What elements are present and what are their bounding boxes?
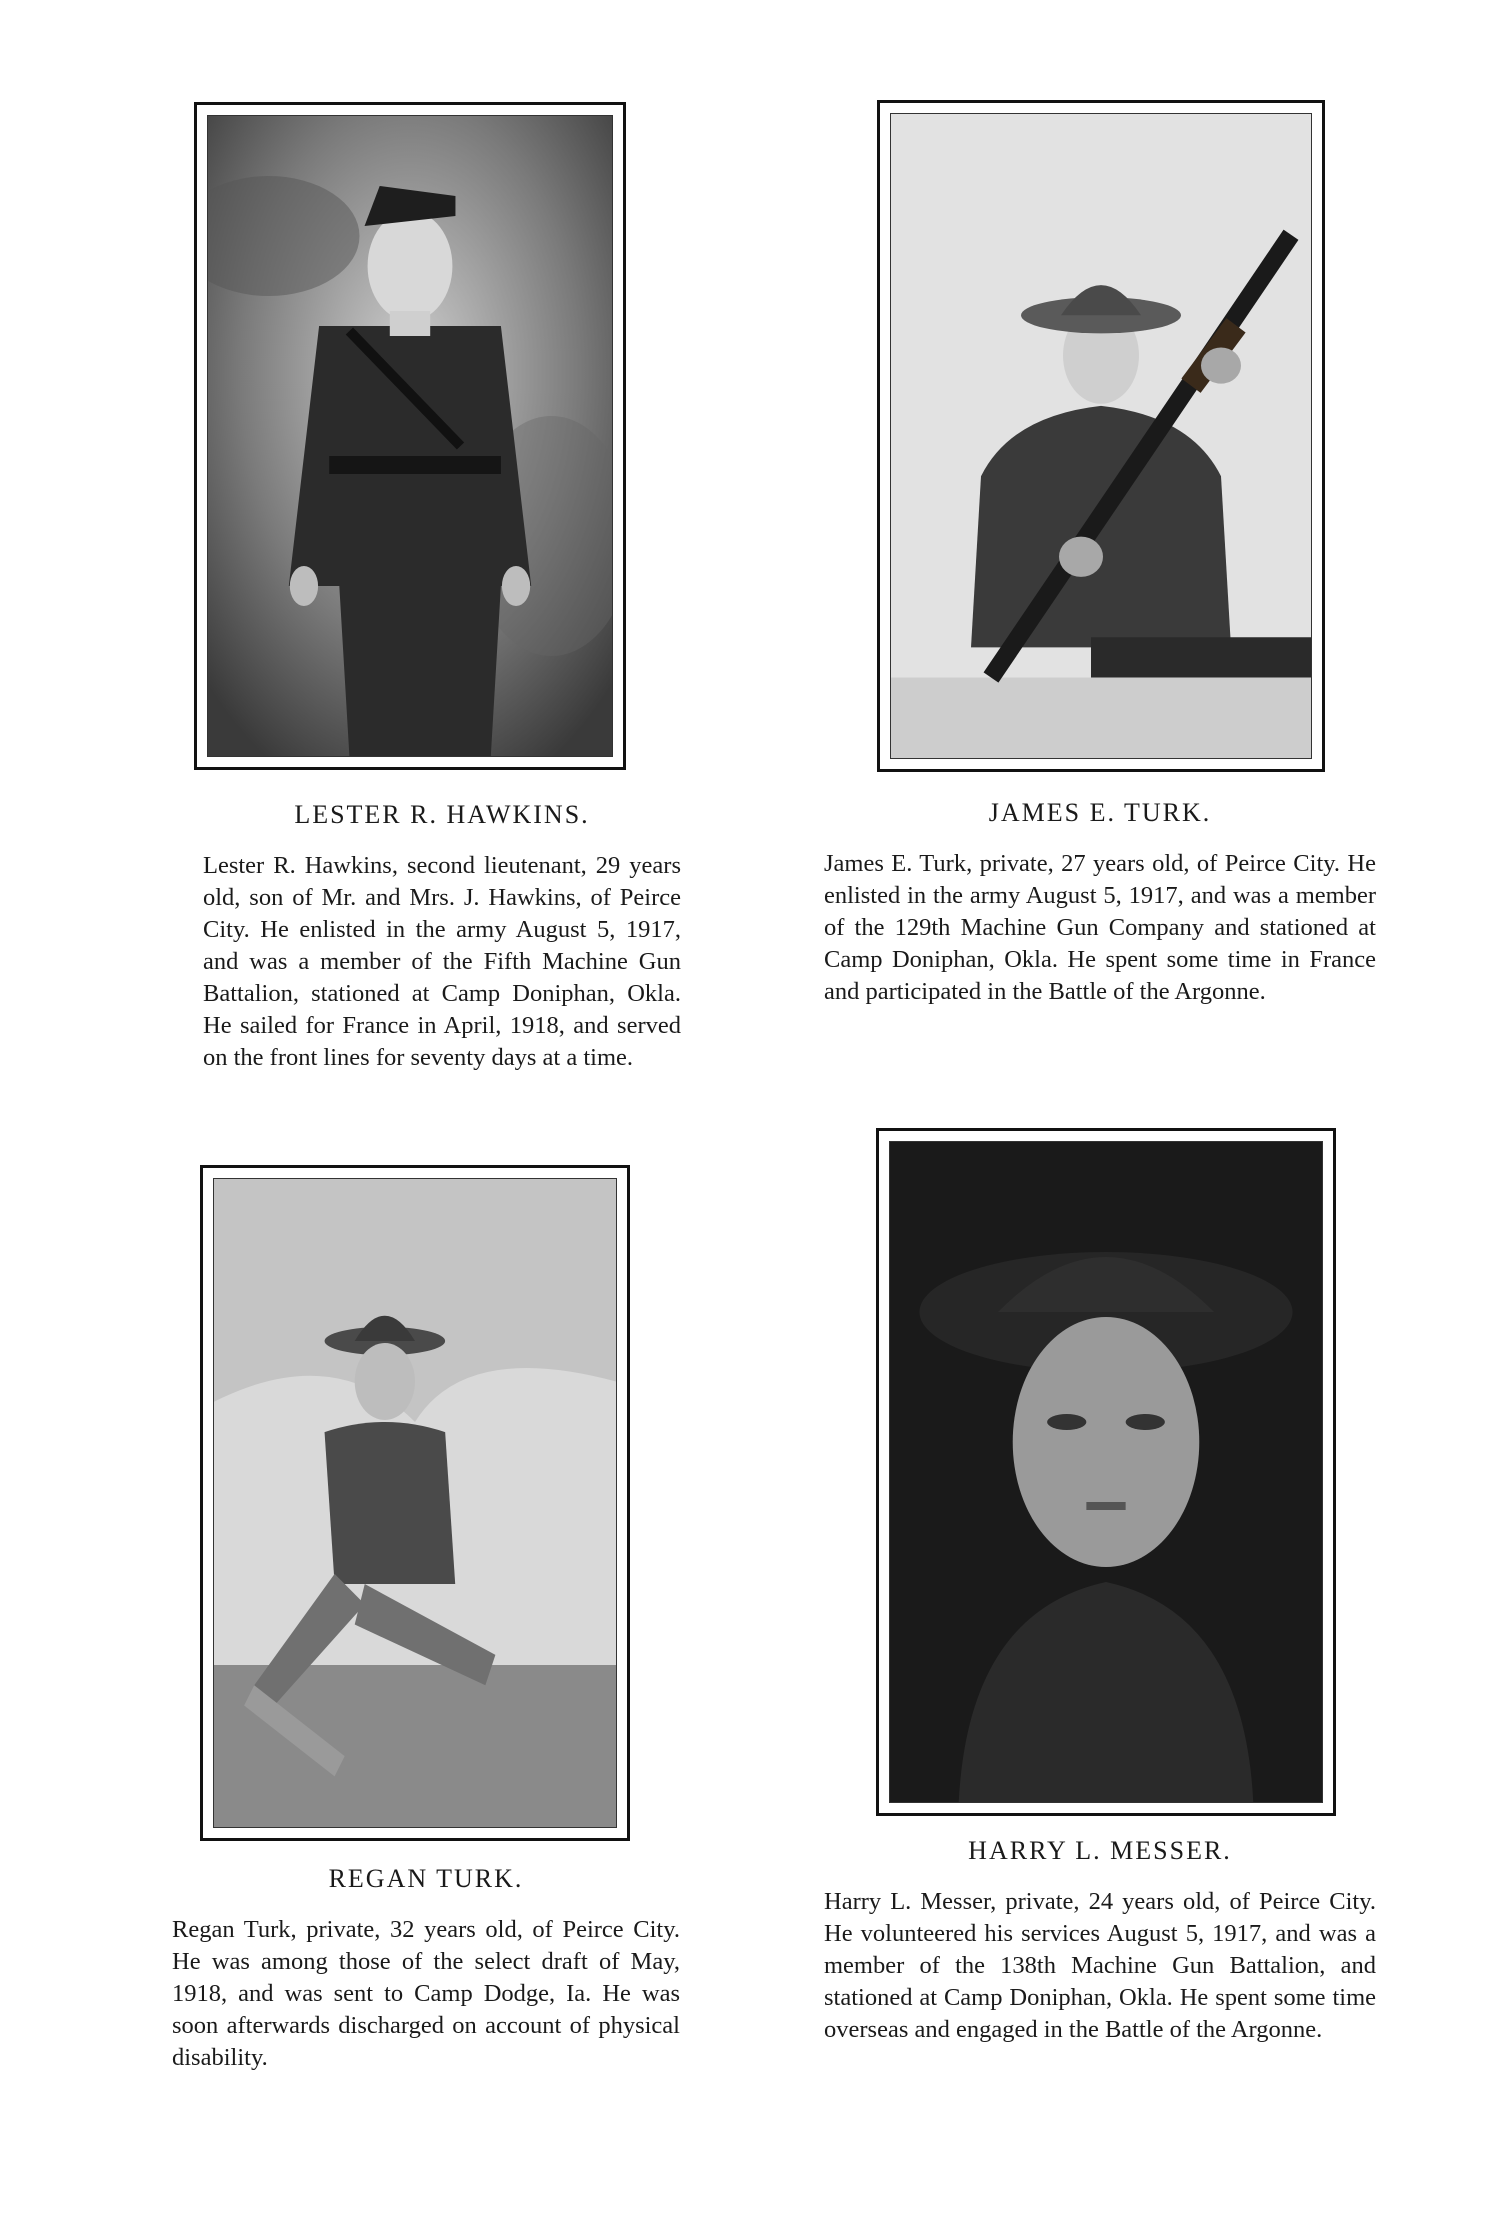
photo-james-turk — [877, 100, 1325, 772]
soldier-name: HARRY L. MESSER. — [968, 1836, 1232, 1865]
entry-harry-messer — [824, 1836, 1376, 2046]
soldier-biography: James E. Turk, private, 27 years old, of Peirce City. He enlisted in the army August 5, 1917, and was a member of the 129th Machine Gun Company and stationed at Camp Doniphan, Okla. He spent some time in France and participated in the Battle of the Argonne. — [824, 850, 1376, 1005]
portrait-standing-soldier — [208, 116, 612, 756]
portrait-soldier-with-rifle — [891, 114, 1311, 758]
soldier-name: REGAN TURK. — [328, 1864, 524, 1893]
photo-lester-hawkins — [194, 102, 626, 770]
portrait-soldier-headshot — [890, 1142, 1322, 1802]
entry-regan-turk — [172, 1864, 680, 2074]
photo-harry-messer — [876, 1128, 1336, 1816]
soldier-biography: Regan Turk, private, 32 years old, of Peirce City. He was among those of the select draft of May, 1918, and was sent to Camp Dodge, Ia. He was soon afterwards discharged on account of physical disability. — [172, 1916, 680, 2071]
soldier-biography: Harry L. Messer, private, 24 years old, of Peirce City. He volunteered his services August 5, 1917, and was a member of the 138th Machine Gun Battalion, and stationed at Camp Doniphan, Okla. He spent some time overseas and engaged in the Battle of the Argonne. — [824, 1888, 1376, 2043]
soldier-name: LESTER R. HAWKINS. — [294, 800, 590, 829]
portrait-seated-soldier — [214, 1179, 616, 1827]
entry-james-turk — [824, 798, 1376, 1008]
photo-regan-turk — [200, 1165, 630, 1841]
soldier-name: JAMES E. TURK. — [988, 798, 1212, 827]
soldier-biography: Lester R. Hawkins, second lieutenant, 29 years old, son of Mr. and Mrs. J. Hawkins, of Peirce City. He enlisted in the army August 5, 1917, and was a member of the Fifth Machine Gun Battalion, stationed at Camp Doniphan, Okla. He sailed for France in April, 1918, and served on the front lines for seventy days at a time. — [203, 852, 681, 1071]
entry-lester-hawkins — [203, 800, 681, 1074]
